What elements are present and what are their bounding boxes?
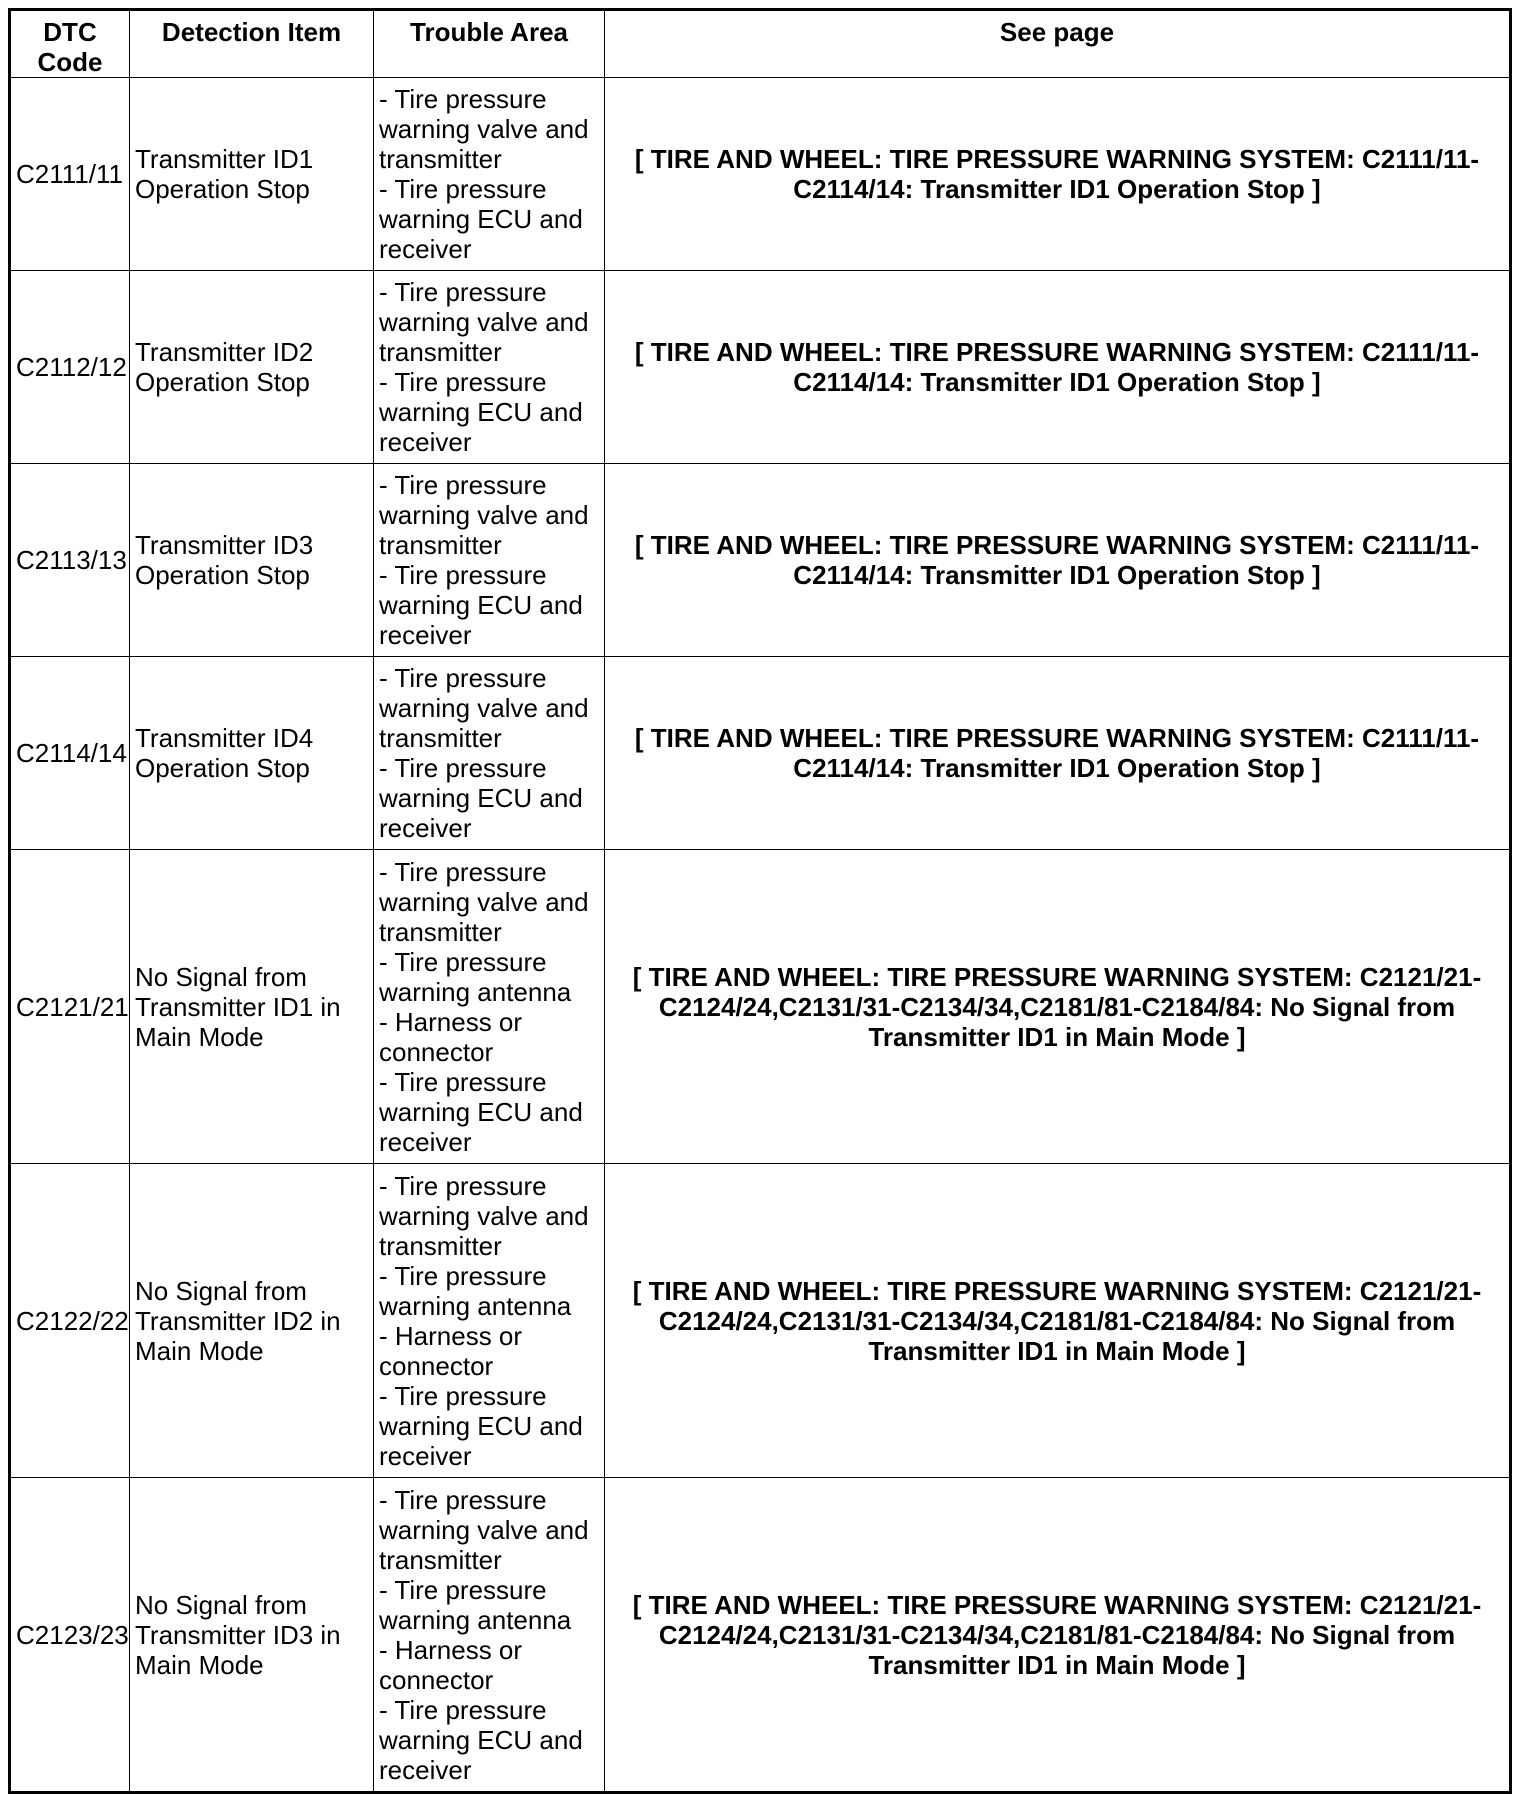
table-row — [10, 1478, 1511, 1793]
see-page-link[interactable]: [ TIRE AND WHEEL: TIRE PRESSURE WARNING SYSTEM: C2121/21-C2124/24,C2131/31-C2134/34,C2181/81-C2184/84: No Signal from Transmitter ID1 in Main Mode ] — [605, 1478, 1511, 1793]
trouble-area-line: - Tire pressure warning valve and transmitter — [379, 470, 589, 560]
trouble-area-line: - Tire pressure warning valve and transmitter — [379, 663, 589, 753]
detection-item-cell: Transmitter ID3 Operation Stop — [130, 464, 374, 657]
trouble-area-line: - Tire pressure warning valve and transmitter — [379, 84, 589, 174]
detection-item-cell: No Signal from Transmitter ID3 in Main Mode — [130, 1478, 374, 1793]
see-page-link[interactable]: [ TIRE AND WHEEL: TIRE PRESSURE WARNING SYSTEM: C2111/11-C2114/14: Transmitter ID1 Operation Stop ] — [605, 464, 1511, 657]
trouble-area-line: - Harness or connector — [379, 1634, 523, 1695]
dtc-code-cell: C2114/14 — [10, 657, 130, 850]
header-dtc-code: DTC Code — [10, 10, 130, 78]
trouble-area-line: - Tire pressure warning valve and transmitter — [379, 1484, 589, 1575]
see-page-link[interactable]: [ TIRE AND WHEEL: TIRE PRESSURE WARNING SYSTEM: C2111/11-C2114/14: Transmitter ID1 Operation Stop ] — [605, 271, 1511, 464]
table-header-row — [10, 10, 1511, 78]
trouble-area-line: - Tire pressure warning antenna — [379, 1260, 572, 1321]
dtc-code-cell: C2123/23 — [10, 1478, 130, 1793]
trouble-area-cell — [374, 850, 605, 1164]
dtc-code-cell: C2122/22 — [10, 1164, 130, 1478]
trouble-area-cell — [374, 1478, 605, 1793]
trouble-area-line: - Harness or connector — [379, 1320, 523, 1381]
dtc-table — [8, 8, 1512, 1794]
dtc-code-cell: C2121/21 — [10, 850, 130, 1164]
trouble-area-line: - Tire pressure warning valve and transmitter — [379, 277, 589, 367]
detection-item-cell: Transmitter ID4 Operation Stop — [130, 657, 374, 850]
header-detection-item: Detection Item — [130, 10, 374, 78]
table-row — [10, 271, 1511, 464]
trouble-area-line: - Tire pressure warning ECU and receiver — [379, 174, 583, 264]
trouble-area-line: - Tire pressure warning antenna — [379, 1574, 572, 1635]
detection-item-cell: Transmitter ID2 Operation Stop — [130, 271, 374, 464]
header-trouble-area: Trouble Area — [374, 10, 605, 78]
trouble-area-cell — [374, 78, 605, 271]
see-page-link[interactable]: [ TIRE AND WHEEL: TIRE PRESSURE WARNING SYSTEM: C2111/11-C2114/14: Transmitter ID1 Operation Stop ] — [605, 657, 1511, 850]
detection-item-cell: No Signal from Transmitter ID2 in Main Mode — [130, 1164, 374, 1478]
trouble-area-line: - Tire pressure warning ECU and receiver — [379, 1380, 583, 1471]
table-row — [10, 78, 1511, 271]
trouble-area-cell — [374, 464, 605, 657]
table-row — [10, 1164, 1511, 1478]
trouble-area-cell — [374, 271, 605, 464]
dtc-code-cell: C2112/12 — [10, 271, 130, 464]
table-row — [10, 464, 1511, 657]
trouble-area-line: - Tire pressure warning ECU and receiver — [379, 1694, 583, 1785]
see-page-link[interactable]: [ TIRE AND WHEEL: TIRE PRESSURE WARNING SYSTEM: C2121/21-C2124/24,C2131/31-C2134/34,C2181/81-C2184/84: No Signal from Transmitter ID1 in Main Mode ] — [605, 850, 1511, 1164]
trouble-area-line: - Tire pressure warning ECU and receiver — [379, 367, 583, 457]
see-page-link[interactable]: [ TIRE AND WHEEL: TIRE PRESSURE WARNING SYSTEM: C2111/11-C2114/14: Transmitter ID1 Operation Stop ] — [605, 78, 1511, 271]
table-row — [10, 657, 1511, 850]
trouble-area-cell — [374, 657, 605, 850]
trouble-area-line: - Tire pressure warning valve and transmitter — [379, 856, 589, 947]
trouble-area-line: - Tire pressure warning valve and transmitter — [379, 1170, 589, 1261]
trouble-area-cell — [374, 1164, 605, 1478]
header-see-page: See page — [605, 10, 1511, 78]
dtc-code-cell: C2113/13 — [10, 464, 130, 657]
trouble-area-line: - Tire pressure warning ECU and receiver — [379, 560, 583, 650]
trouble-area-line: - Tire pressure warning antenna — [379, 946, 572, 1007]
detection-item-cell: Transmitter ID1 Operation Stop — [130, 78, 374, 271]
trouble-area-line: - Tire pressure warning ECU and receiver — [379, 1066, 583, 1157]
trouble-area-line: - Tire pressure warning ECU and receiver — [379, 753, 583, 843]
table-row — [10, 850, 1511, 1164]
dtc-code-cell: C2111/11 — [10, 78, 130, 271]
see-page-link[interactable]: [ TIRE AND WHEEL: TIRE PRESSURE WARNING SYSTEM: C2121/21-C2124/24,C2131/31-C2134/34,C2181/81-C2184/84: No Signal from Transmitter ID1 in Main Mode ] — [605, 1164, 1511, 1478]
trouble-area-line: - Harness or connector — [379, 1006, 523, 1067]
detection-item-cell: No Signal from Transmitter ID1 in Main Mode — [130, 850, 374, 1164]
